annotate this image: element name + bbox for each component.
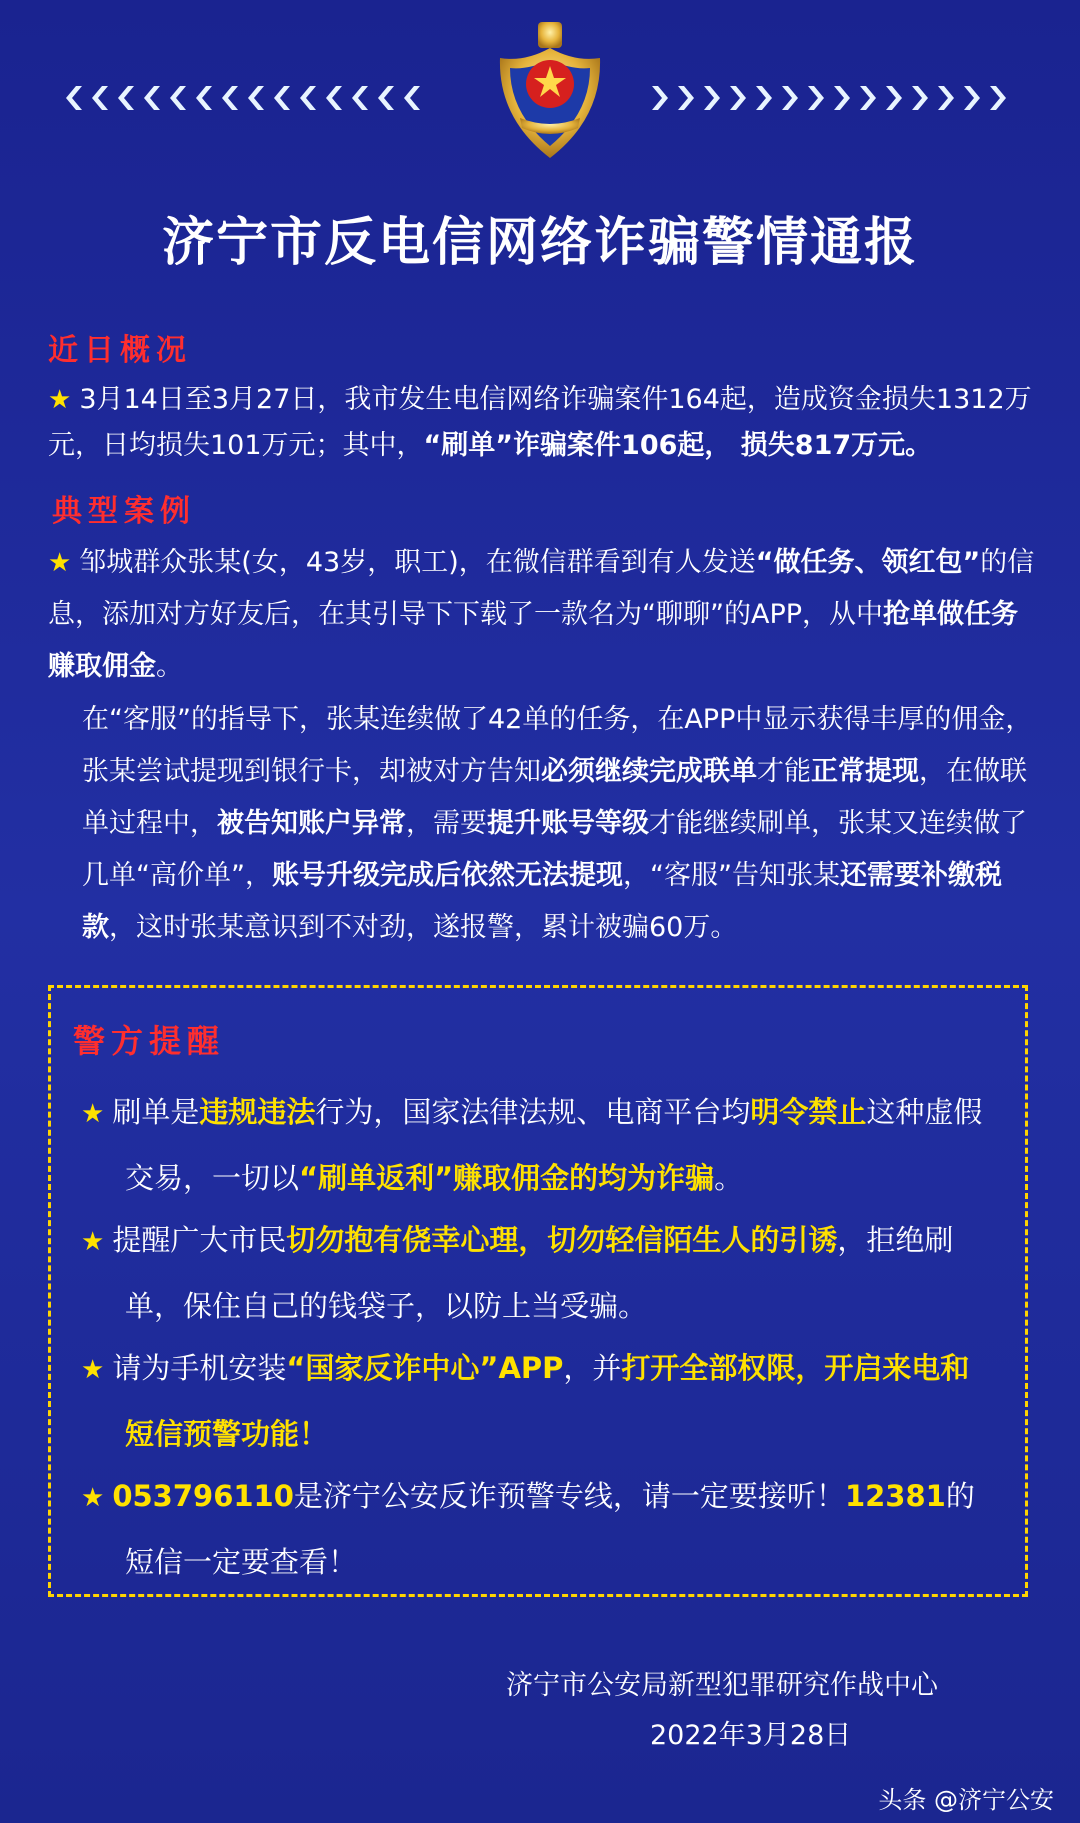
alert-heading: 警方提醒 xyxy=(73,1022,226,1060)
emblem-row xyxy=(0,18,1080,168)
case-paragraph-1 xyxy=(48,537,1038,693)
case-text: 在“客服”的指导下，张某连续做了42单的任务，在APP中显示获得丰厚的佣金，张某尝试提现到银行卡，却被对方告知 xyxy=(82,704,1033,787)
right-chevron-decoration xyxy=(650,84,1010,120)
left-chevron-decoration xyxy=(62,84,422,120)
case-highlight: “做任务、领红包” xyxy=(755,547,981,578)
case-text: ，“客服”告知张某 xyxy=(622,860,840,891)
alert-text: ，拒绝刷单，保住自己的钱袋子，以防上当受骗。 xyxy=(125,1223,954,1323)
case-highlight: 账号升级完成后依然无法提现 xyxy=(271,860,623,891)
star-icon: ★ xyxy=(48,548,72,578)
case-highlight: 必须继续完成联单 xyxy=(541,756,757,787)
alert-highlight: 053796110 xyxy=(112,1479,294,1513)
alert-text: 请为手机安装 xyxy=(112,1351,287,1385)
case-text: 邹城群众张某(女，43岁，职工)，在微信群看到有人发送 xyxy=(79,547,756,578)
alert-item-3 xyxy=(81,1336,991,1466)
police-alert-box xyxy=(48,985,1028,1597)
signature-org: 济宁市公安局新型犯罪研究作战中心 xyxy=(506,1670,938,1701)
alert-item-4 xyxy=(81,1464,991,1594)
star-icon: ★ xyxy=(48,385,72,415)
case-text: ，需要 xyxy=(406,808,487,839)
alert-highlight: 明令禁止 xyxy=(750,1095,867,1129)
alert-item-1 xyxy=(81,1080,991,1210)
case-text: 才能继续刷单，张某又连续做了几单“高价单”， xyxy=(82,808,1027,891)
alert-highlight: “刷单返利”赚取佣金的均为诈骗 xyxy=(299,1161,715,1195)
signature-date: 2022年3月28日 xyxy=(650,1720,852,1751)
case-text: ，这时张某意识到不对劲，遂报警，累计被骗60万。 xyxy=(109,912,738,943)
alert-text: 提醒广大市民 xyxy=(112,1223,287,1257)
alert-highlight: 12381 xyxy=(844,1479,946,1513)
alert-text: 刷单是 xyxy=(112,1095,200,1129)
case-paragraph-2 xyxy=(82,694,1038,954)
star-icon: ★ xyxy=(81,1099,105,1129)
alert-highlight: 违规违法 xyxy=(199,1095,316,1129)
alert-highlight: “国家反诈中心”APP xyxy=(286,1351,564,1385)
star-icon: ★ xyxy=(81,1483,105,1513)
case-highlight: 正常提现 xyxy=(811,756,919,787)
overview-highlight: “刷单”诈骗案件106起， 损失817万元。 xyxy=(423,430,933,461)
star-icon: ★ xyxy=(81,1227,105,1257)
case-text: 才能 xyxy=(757,756,811,787)
alert-highlight: 切勿抱有侥幸心理，切勿轻信陌生人的引诱 xyxy=(286,1223,838,1257)
alert-text: 的短信一定要查看！ xyxy=(125,1479,975,1579)
case-text: 。 xyxy=(156,651,183,682)
case-text: ，在做联单过程中， xyxy=(82,756,1027,839)
alert-text: ，并 xyxy=(563,1351,622,1385)
overview-paragraph xyxy=(48,377,1038,469)
overview-heading: 近日概况 xyxy=(48,333,192,368)
case-highlight: 抢单做任务赚取佣金 xyxy=(48,599,1019,682)
alert-highlight: 打开全部权限，开启来电和短信预警功能 xyxy=(125,1351,970,1451)
case-highlight: 提升账号等级 xyxy=(487,808,649,839)
case-heading: 典型案例 xyxy=(52,494,196,529)
case-text: 的信息，添加对方好友后，在其引导下下载了一款名为“聊聊”的APP，从中 xyxy=(48,547,1035,630)
alert-text: 。 xyxy=(714,1161,744,1195)
alert-text: 是济宁公安反诈预警专线，请一定要接听！ xyxy=(293,1479,845,1513)
star-icon: ★ xyxy=(81,1355,105,1385)
watermark: 头条 @济宁公安 xyxy=(878,1786,1054,1814)
case-highlight: 还需要补缴税款 xyxy=(82,860,1002,943)
alert-text: 这种虚假交易，一切以 xyxy=(125,1095,983,1195)
police-emblem-icon xyxy=(480,18,620,168)
alert-item-2 xyxy=(81,1208,991,1338)
page-title: 济宁市反电信网络诈骗警情通报 xyxy=(161,213,918,273)
alert-highlight: ！ xyxy=(299,1417,329,1451)
overview-text: 3月14日至3月27日，我市发生电信网络诈骗案件164起，造成资金损失1312万元，日均损失101万元；其中， xyxy=(48,384,1032,461)
case-highlight: 被告知账户异常 xyxy=(217,808,406,839)
alert-text: 行为，国家法律法规、电商平台均 xyxy=(315,1095,751,1129)
